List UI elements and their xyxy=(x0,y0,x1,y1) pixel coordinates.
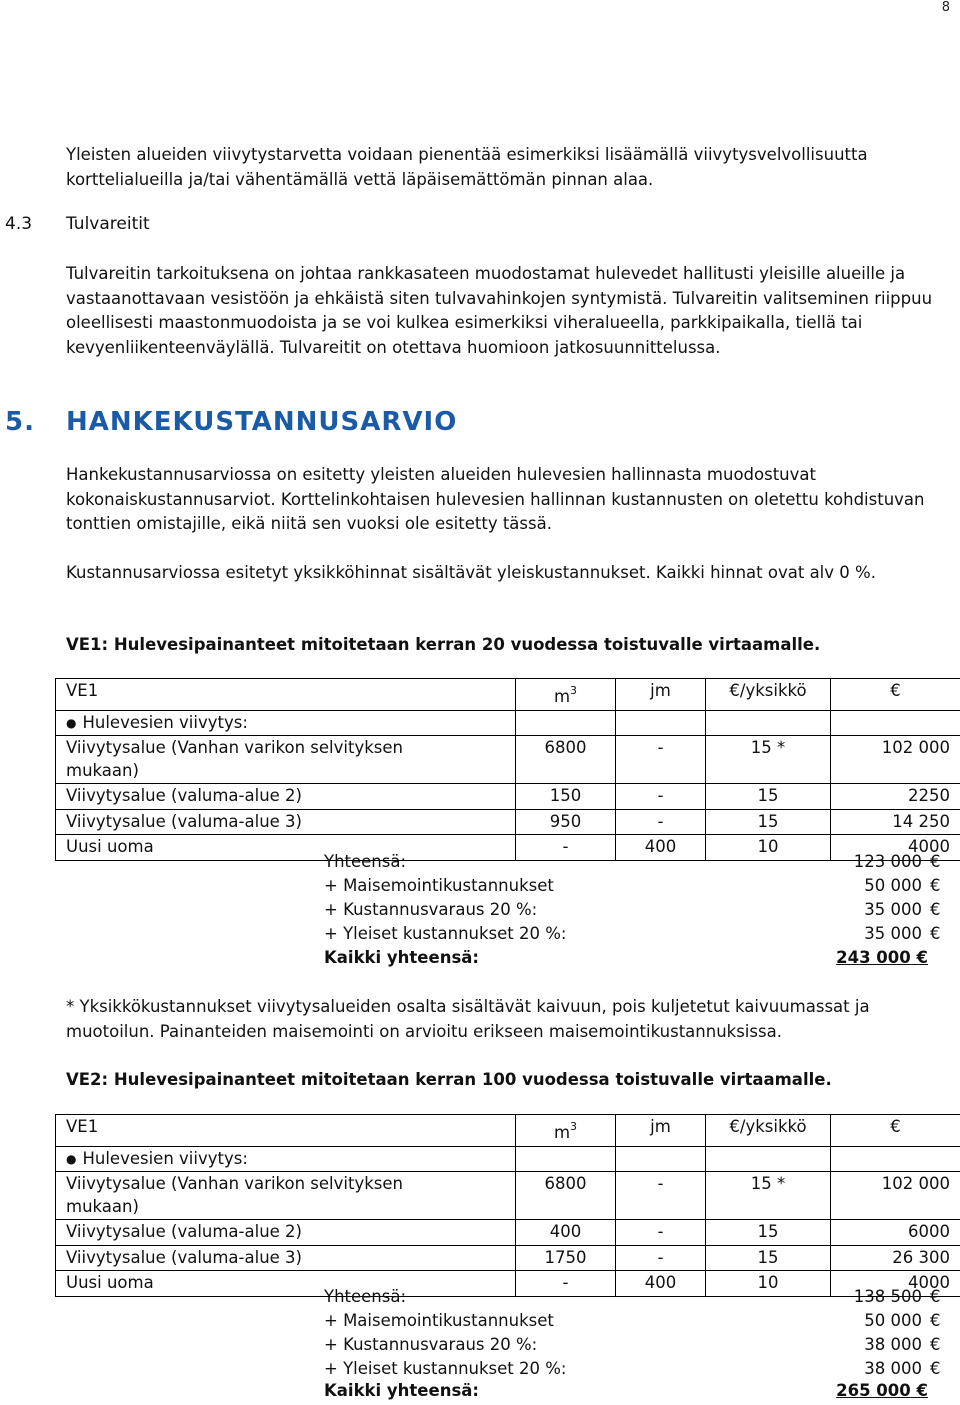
header-ve: VE1 xyxy=(56,1115,516,1147)
section-5-number: 5. xyxy=(5,407,35,437)
header-ve: VE1 xyxy=(56,679,516,711)
section-5-paragraph-2: Kustannusarviossa esitetyt yksikköhinnat sisältävät yleiskustannukset. Kaikki hinnat ovat alv 0 %. xyxy=(66,563,876,582)
section-5-paragraph-1: Hankekustannusarviossa on esitetty yleisten alueiden hulevesien hallinnasta muodostuvat kokonaiskustannusarviot. Korttelinkohtaisen hulevesien hallinnan kustannusten on oletettu kohdistuvan tonttien omistajille, eikä niitä sen vuoksi ole esitetty tässä. xyxy=(66,465,925,533)
header-unit-price: €/yksikkö xyxy=(706,679,831,711)
header-euro: € xyxy=(831,1115,960,1147)
bullet-icon: ● xyxy=(66,1151,77,1166)
header-euro: € xyxy=(831,679,960,711)
ve2-total-row: + Kustannusvaraus 20 %: 38 000 € xyxy=(324,1335,941,1354)
ve2-grand-total-row: Kaikki yhteensä: 265 000 € xyxy=(324,1381,928,1400)
table-row: Viivytysalue (Vanhan varikon selvityksen mukaan) 6800 - 15 * 102 000 xyxy=(56,736,960,784)
table-row: Viivytysalue (valuma-alue 3) 950 - 15 14 250 xyxy=(56,809,960,835)
ve1-grand-total-value: 243 000 € xyxy=(836,948,928,967)
table-group-row: ● Hulevesien viivytys: xyxy=(56,1146,960,1172)
ve1-cost-table xyxy=(55,678,960,861)
table-row: Viivytysalue (valuma-alue 3) 1750 - 15 26 300 xyxy=(56,1245,960,1271)
ve1-total-row: + Yleiset kustannukset 20 %: 35 000 € xyxy=(324,924,941,943)
table-header-row xyxy=(56,1115,960,1147)
page-number: 8 xyxy=(941,0,950,15)
ve2-total-row: + Maisemointikustannukset 50 000 € xyxy=(324,1311,941,1330)
section-4-3-body: Tulvareitin tarkoituksena on johtaa rankkasateen muodostamat hulevedet hallitusti yleisille alueille ja vastaanottavaan vesistöön ja ehkäistä siten tulvavahinkojen syntymistä. Tulvareitin valitseminen riippuu oleellisesti maastonmuodoista ja se voi kulkea esimerkiksi viheralueella, parkkipaikalla, tiellä tai kevyenliikenteenväylällä. Tulvareitit on otettava huomioon jatkosuunnittelussa. xyxy=(66,264,933,357)
ve1-total-row: + Kustannusvaraus 20 %: 35 000 € xyxy=(324,900,941,919)
header-unit-price: €/yksikkö xyxy=(706,1115,831,1147)
ve1-total-row: Yhteensä: 123 000 € xyxy=(324,852,941,871)
table-row: Viivytysalue (Vanhan varikon selvityksen mukaan) 6800 - 15 * 102 000 xyxy=(56,1172,960,1220)
table-group-row: ● Hulevesien viivytys: xyxy=(56,710,960,736)
header-jm: jm xyxy=(616,1115,706,1147)
section-5-title: HANKEKUSTANNUSARVIO xyxy=(66,407,458,437)
section-4-3-number: 4.3 xyxy=(5,214,33,234)
ve1-heading: VE1: Hulevesipainanteet mitoitetaan kerran 20 vuodessa toistuvalle virtaamalle. xyxy=(66,635,821,654)
bullet-icon: ● xyxy=(66,715,77,730)
ve2-total-row: + Yleiset kustannukset 20 %: 38 000 € xyxy=(324,1359,941,1378)
ve2-cost-table xyxy=(55,1114,960,1297)
footnote: * Yksikkökustannukset viivytysalueiden osalta sisältävät kaivuun, pois kuljetetut kaivuumassat ja muotoilun. Painanteiden maisemointi on arvioitu erikseen maisemointikustannuksissa. xyxy=(66,997,870,1041)
header-m3: $m^3$ xyxy=(516,1115,616,1147)
ve2-total-row: Yhteensä: 138 500 € xyxy=(324,1287,941,1306)
ve1-grand-total-row: Kaikki yhteensä: 243 000 € xyxy=(324,948,928,967)
table-header-row xyxy=(56,679,960,711)
section-4-3-title: Tulvareitit xyxy=(66,214,150,234)
intro-paragraph: Yleisten alueiden viivytystarvetta voidaan pienentää esimerkiksi lisäämällä viivytysvelvollisuutta korttelialueilla ja/tai vähentämällä vettä läpäisemättömän pinnan alaa. xyxy=(66,145,868,189)
table-row: Viivytysalue (valuma-alue 2) 150 - 15 2250 xyxy=(56,784,960,810)
ve2-grand-total-value: 265 000 € xyxy=(836,1381,928,1400)
ve1-total-row: + Maisemointikustannukset 50 000 € xyxy=(324,876,941,895)
table-row: Uusi uoma - 400 10 4000 xyxy=(56,835,960,861)
header-m3: $m^3$ xyxy=(516,679,616,711)
header-jm: jm xyxy=(616,679,706,711)
table-row: Uusi uoma - 400 10 4000 xyxy=(56,1271,960,1297)
table-row: Viivytysalue (valuma-alue 2) 400 - 15 6000 xyxy=(56,1220,960,1246)
ve2-heading: VE2: Hulevesipainanteet mitoitetaan kerran 100 vuodessa toistuvalle virtaamalle. xyxy=(66,1070,832,1089)
